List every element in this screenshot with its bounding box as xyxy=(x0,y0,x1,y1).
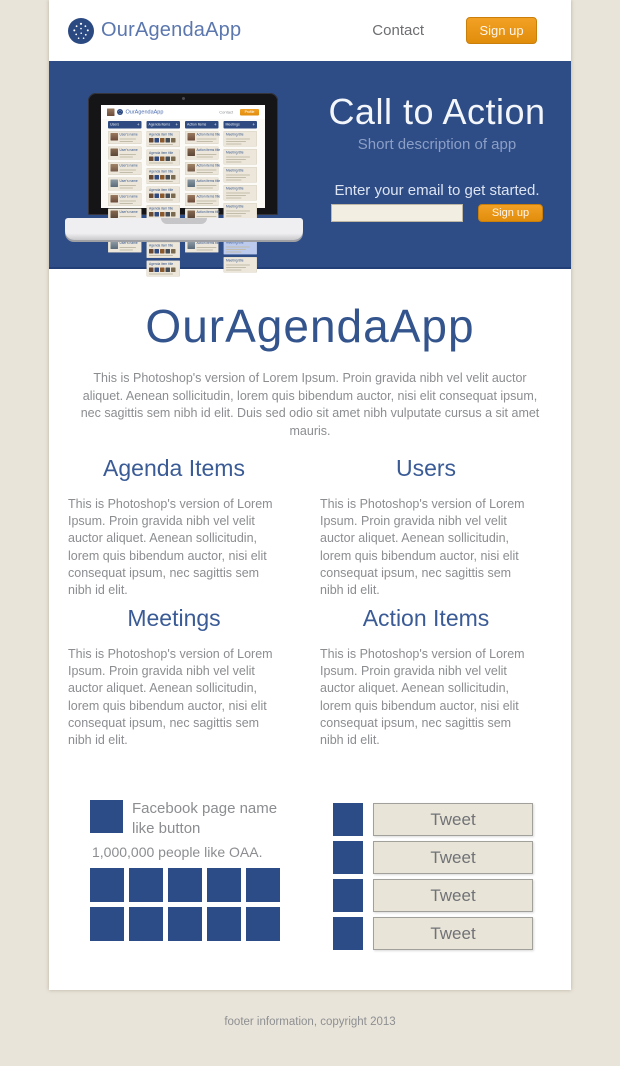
hero-section xyxy=(49,61,571,269)
facebook-face-tile xyxy=(168,868,202,902)
miniapp-card: User's name xyxy=(108,131,142,144)
header-signup-button[interactable]: Sign up xyxy=(466,17,537,44)
miniapp-card: Agenda item title xyxy=(147,168,181,184)
cta-block xyxy=(323,61,551,219)
facebook-face-tile xyxy=(246,868,280,902)
feature-action-items xyxy=(320,605,532,749)
miniapp-column: Action Items + Action items title Action items title Action items title Action items title Action items title Action items title Action items title xyxy=(185,121,219,277)
twitter-avatar-square xyxy=(333,917,363,950)
email-input[interactable] xyxy=(331,204,463,222)
feature-body: This is Photoshop's version of Lorem Ipsum. Proin gravida nibh vel velit auctor aliquet. Aenean sollicitudin, lorem quis bibendum auctor, nisi elit consequat ipsum, nec sagittis sem nibh id elit. xyxy=(320,497,525,598)
facebook-face-tile xyxy=(90,907,124,941)
miniapp-card: User's name xyxy=(108,147,142,160)
cta-email-form xyxy=(331,204,543,222)
miniapp-card: User's name xyxy=(108,209,142,222)
feature-title: Meetings xyxy=(127,605,221,631)
miniapp-profile-button: Profile xyxy=(240,109,259,116)
laptop-mockup xyxy=(65,93,303,266)
miniapp-card: Action items title xyxy=(185,147,219,160)
twitter-avatar-square xyxy=(333,879,363,912)
facebook-face-tile xyxy=(207,907,241,941)
brand xyxy=(68,18,241,44)
miniapp-card: Meeting title xyxy=(224,149,258,165)
page-card xyxy=(49,0,571,990)
miniapp-card: Action items title xyxy=(185,178,219,191)
feature-title: Agenda Items xyxy=(103,455,245,481)
facebook-label-line1: Facebook page name xyxy=(132,800,278,817)
hero-signup-button[interactable]: Sign up xyxy=(478,204,543,222)
app-description: This is Photoshop's version of Lorem Ipsum. Proin gravida nibh vel velit auctor aliquet. Aenean sollicitudin, lorem quis bibendum auctor, nisi elit consequat ipsum, nec sagittis sem nibh id elit. Duis sed odio sit amet nibh vulputate cursus a sit amet mauris. xyxy=(80,371,540,438)
miniapp-column: Users + User's name User's name User's name User's name User's name User's name User's name xyxy=(108,121,142,277)
twitter-row xyxy=(333,917,533,950)
miniapp-card: User's name xyxy=(108,162,142,175)
feature-meetings xyxy=(68,605,280,749)
miniapp-card: User's name xyxy=(108,240,142,253)
miniapp-header xyxy=(101,105,265,119)
miniapp-card: Action items title xyxy=(185,131,219,144)
feature-users xyxy=(320,455,532,599)
facebook-label xyxy=(132,799,277,838)
miniapp-card: Agenda item title xyxy=(147,242,181,258)
facebook-likes-count: 1,000,000 people like OAA. xyxy=(92,844,263,860)
miniapp-card: Agenda item title xyxy=(147,261,181,277)
miniapp-card: Agenda item title xyxy=(147,187,181,203)
miniapp-card: Action items title xyxy=(185,193,219,206)
laptop-base xyxy=(65,218,303,240)
facebook-face-tile xyxy=(168,907,202,941)
miniapp-card: Meeting title xyxy=(224,203,258,219)
footer-text: footer information, copyright 2013 xyxy=(224,1016,396,1028)
feature-title: Users xyxy=(395,455,457,481)
miniapp-card: Agenda item title xyxy=(147,205,181,221)
miniapp-logo-icon xyxy=(117,109,123,115)
laptop-screen xyxy=(101,105,265,266)
miniapp-card: Agenda item title xyxy=(147,131,181,147)
miniapp-card: Agenda item title xyxy=(147,150,181,166)
laptop-bezel xyxy=(88,93,278,266)
miniapp-card: User's name xyxy=(108,178,142,191)
miniapp-column: Meetings + Meeting title Meeting title Meeting title Meeting title Meeting title Meeting title Meeting title xyxy=(224,121,258,277)
facebook-face-tile xyxy=(129,907,163,941)
miniapp-card: Action items title xyxy=(185,209,219,222)
miniapp-card: Meeting title xyxy=(224,185,258,201)
miniapp-brand-name: OurAgendaApp xyxy=(125,109,164,115)
facebook-faces-grid xyxy=(90,868,280,941)
miniapp-card: Meeting title xyxy=(224,167,258,183)
miniapp-card: Meeting title xyxy=(224,239,258,255)
laptop-camera-dot xyxy=(182,97,185,100)
tweet-button[interactable]: Tweet xyxy=(373,879,533,912)
twitter-row xyxy=(333,841,533,874)
feature-agenda-items xyxy=(68,455,280,599)
feature-body: This is Photoshop's version of Lorem Ipsum. Proin gravida nibh vel velit auctor aliquet. Aenean sollicitudin, lorem quis bibendum auctor, nisi elit consequat ipsum, nec sagittis sem nibh id elit. xyxy=(68,497,273,598)
laptop-notch xyxy=(161,218,207,224)
facebook-label-line2: like button xyxy=(132,819,201,837)
tweet-button[interactable]: Tweet xyxy=(373,917,533,950)
miniapp-column: Agenda Items + Agenda item title Agenda item title Agenda item title Agenda item title Agenda item title Agenda item title Agenda item title xyxy=(147,121,181,277)
facebook-like-button[interactable] xyxy=(90,800,123,833)
site-header xyxy=(49,0,571,61)
miniapp-card: Action items title xyxy=(185,162,219,175)
facebook-face-tile xyxy=(246,907,280,941)
app-title: OurAgendaApp xyxy=(145,300,475,352)
twitter-row xyxy=(333,803,533,836)
nav-contact-link[interactable]: Contact xyxy=(372,22,424,39)
miniapp-contact-link: Contact xyxy=(219,109,234,115)
miniapp-user-avatar xyxy=(107,108,115,116)
cta-email-prompt: Enter your email to get started. xyxy=(334,182,540,199)
tweet-button[interactable]: Tweet xyxy=(373,841,533,874)
cta-subtitle: Short description of app xyxy=(357,136,517,153)
miniapp-card: Action items title xyxy=(185,240,219,253)
miniapp-card: User's name xyxy=(108,193,142,206)
miniapp-card: Meeting title xyxy=(224,257,258,273)
feature-body: This is Photoshop's version of Lorem Ipsum. Proin gravida nibh vel velit auctor aliquet. Aenean sollicitudin, lorem quis bibendum auctor, nisi elit consequat ipsum, nec sagittis sem nibh id elit. xyxy=(320,647,525,748)
twitter-avatar-square xyxy=(333,803,363,836)
miniapp-board xyxy=(101,119,265,277)
feature-title: Action Items xyxy=(362,605,490,631)
twitter-avatar-square xyxy=(333,841,363,874)
twitter-widget xyxy=(333,803,533,950)
miniapp-card: Meeting title xyxy=(224,131,258,147)
tweet-button[interactable]: Tweet xyxy=(373,803,533,836)
feature-body: This is Photoshop's version of Lorem Ipsum. Proin gravida nibh vel velit auctor aliquet. Aenean sollicitudin, lorem quis bibendum auctor, nisi elit consequat ipsum, nec sagittis sem nibh id elit. xyxy=(68,647,273,748)
facebook-face-tile xyxy=(207,868,241,902)
twitter-row xyxy=(333,879,533,912)
brand-name: OurAgendaApp xyxy=(101,19,242,41)
facebook-face-tile xyxy=(129,868,163,902)
logo-icon xyxy=(68,18,94,44)
cta-title: Call to Action xyxy=(328,91,546,132)
facebook-face-tile xyxy=(90,868,124,902)
